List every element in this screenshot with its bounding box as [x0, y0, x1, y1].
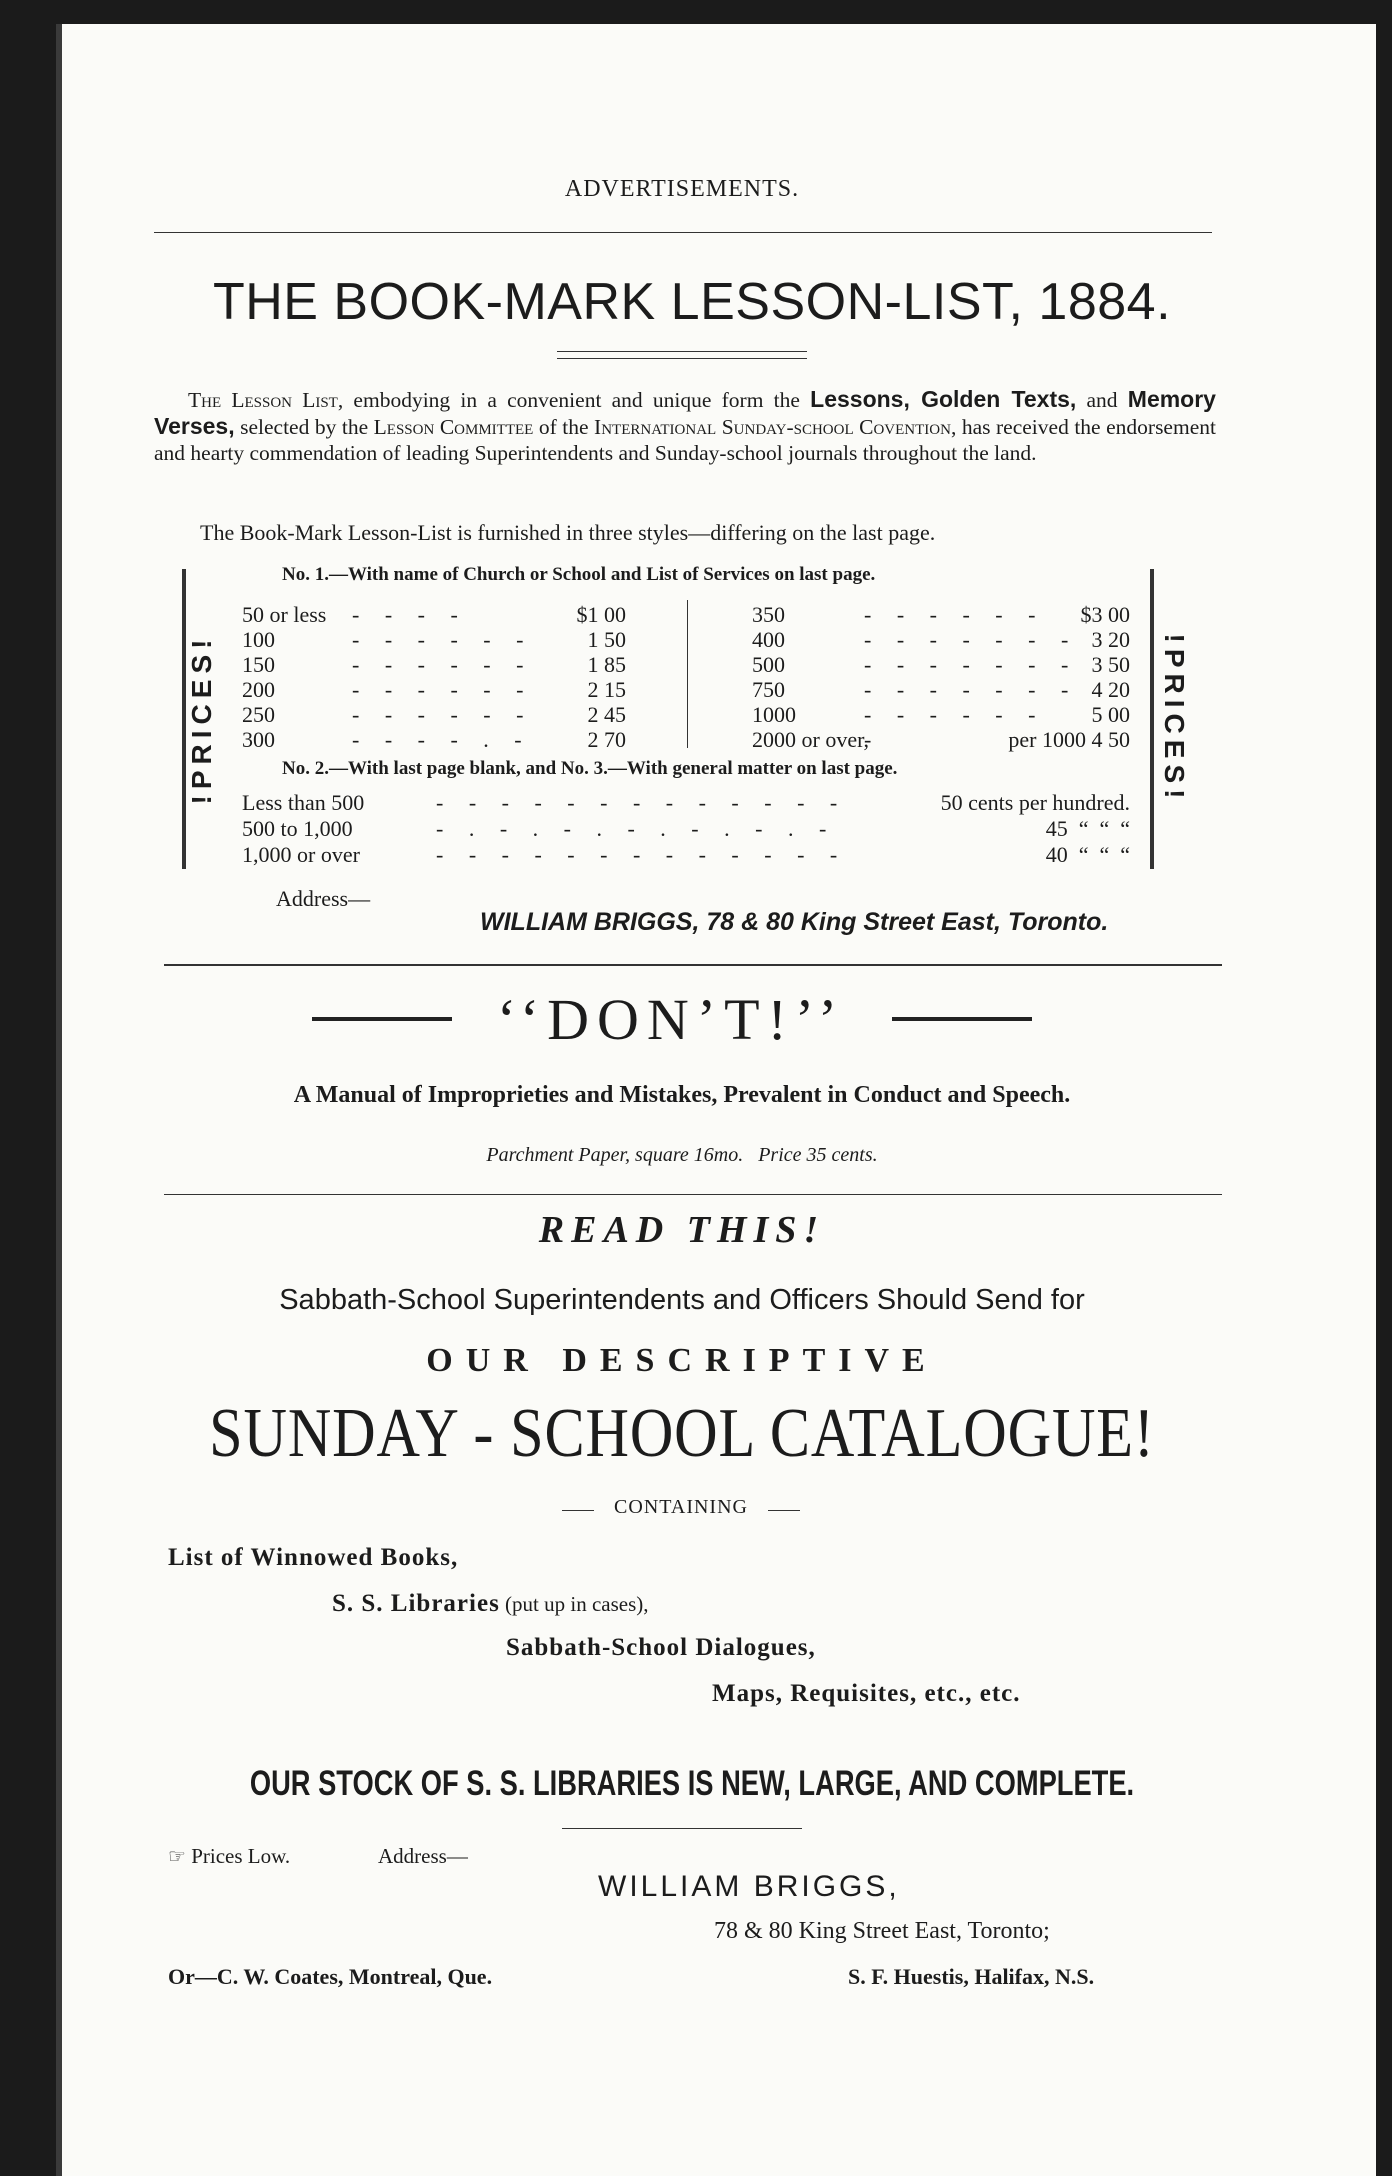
no2-row-leader: - - - - - - - - - - - - -: [436, 842, 848, 867]
title-double-rule-1: [557, 351, 807, 352]
catalogue-item: Sabbath-School Dialogues,: [506, 1634, 816, 1661]
no1-heading: No. 1.—With name of Church or School and List of Services on last page.: [282, 564, 876, 585]
no1-right-row-price: 3 20: [1091, 627, 1130, 652]
bookmark-address-label: Address—: [276, 886, 371, 911]
containing-label: CONTAINING: [614, 1496, 748, 1518]
containing-left-dash: [562, 1510, 594, 1511]
no1-left-row-price: $1 00: [576, 602, 626, 627]
no1-left-row-leader: - - - - - -: [352, 627, 534, 652]
no1-right-row-leader: - - - - - - -: [864, 652, 1079, 677]
section-rule-2: [164, 1194, 1222, 1195]
title-double-rule-2: [557, 358, 807, 359]
no1-left-row-qty: 50 or less: [242, 602, 327, 627]
header-rule: [154, 232, 1212, 233]
catalogue-line2: OUR DESCRIPTIVE: [426, 1342, 938, 1379]
no1-column-divider: [687, 600, 688, 748]
no2-row-qty: Less than 500: [242, 790, 365, 815]
no1-right-row-leader: - - - - - - -: [864, 677, 1079, 702]
stock-line: OUR STOCK OF S. S. LIBRARIES IS NEW, LARGE, AND COMPLETE.: [249, 1764, 1135, 1803]
catalogue-line3: SUNDAY - SCHOOL CATALOGUE!: [209, 1395, 1155, 1472]
no2-row-qty: 500 to 1,000: [242, 816, 353, 841]
no1-left-row-price: 2 45: [587, 702, 626, 727]
no1-right-row-qty: 400: [752, 627, 785, 652]
no1-left-row-qty: 100: [242, 627, 275, 652]
no1-left-row-leader: - - - - - -: [352, 652, 534, 677]
no1-left-row-qty: 300: [242, 727, 275, 752]
section-rule-1: [164, 964, 1222, 966]
no1-left-row-qty: 200: [242, 677, 275, 702]
catalogue-item: S. S. Libraries (put up in cases),: [332, 1590, 649, 1617]
no1-right-row-price: $3 00: [1080, 602, 1130, 627]
dont-subtitle: A Manual of Improprieties and Mistakes, Prevalent in Conduct and Speech.: [293, 1082, 1071, 1108]
no2-row-price: 50 cents per hundred.: [940, 790, 1130, 815]
catalogue-item: List of Winnowed Books,: [168, 1544, 459, 1571]
no1-right-row-price: 3 50: [1091, 652, 1130, 677]
catalogue-item: Maps, Requisites, etc., etc.: [712, 1680, 1021, 1707]
no1-right-row-price: 4 20: [1091, 677, 1130, 702]
catalogue-briggs-address: 78 & 80 King Street East, Toronto;: [714, 1918, 1050, 1944]
no1-right-row-price: per 1000 4 50: [1008, 727, 1130, 752]
bookmark-styles-line: The Book-Mark Lesson-List is furnished in three styles—differing on the last page.: [200, 520, 936, 545]
catalogue-address-label: Address—: [378, 1844, 468, 1868]
no2-row-qty: 1,000 or over: [242, 842, 360, 867]
bookmark-address: WILLIAM BRIGGS, 78 & 80 King Street East, Toronto.: [480, 908, 1109, 936]
no1-left-row-leader: - - - -: [352, 602, 468, 627]
no1-left-row-price: 1 85: [587, 652, 626, 677]
no1-right-row-price: 5 00: [1091, 702, 1130, 727]
no1-right-row-qty: 350: [752, 602, 785, 627]
read-this: READ THIS!: [538, 1209, 826, 1251]
catalogue-line1: Sabbath-School Superintendents and Officers Should Send for: [279, 1284, 1085, 1316]
huestis-address: S. F. Huestis, Halifax, N.S.: [848, 1964, 1095, 1989]
no1-right-row-qty: 1000: [752, 702, 796, 727]
page-header: ADVERTISEMENTS.: [564, 176, 800, 202]
no1-left-row-price: 1 50: [587, 627, 626, 652]
no1-left-row-qty: 150: [242, 652, 275, 677]
no1-right-row-qty: 500: [752, 652, 785, 677]
prices-vertical-right: !PRICES!: [1159, 633, 1190, 805]
bookmark-intro: The Lesson List, embodying in a convenient and unique form the Lessons, Golden Texts, and Memory Verses, selected by the Lesson Committee of the International Sunday-school Covention, has received the endorsement and hearty commendation of leading Superintendents and Sunday-school journals throughout the land.: [154, 386, 1216, 465]
dont-title: ‘‘DON’T!’’: [496, 987, 846, 1052]
no1-left-row-qty: 250: [242, 702, 275, 727]
no2-row-leader: - . - . - . - . - . - . -: [436, 816, 837, 841]
coates-address: Or—C. W. Coates, Montreal, Que.: [168, 1964, 493, 1989]
no1-right-row-leader: - - - - - -: [864, 602, 1046, 627]
bookmark-title: THE BOOK-MARK LESSON-LIST, 1884.: [212, 273, 1172, 331]
dont-left-dash: [312, 1017, 452, 1021]
no1-left-row-leader: - - - - - -: [352, 677, 534, 702]
prices-right-bar: [1150, 569, 1154, 869]
no1-right-row-leader: - - - - - - -: [864, 627, 1079, 652]
containing-right-dash: [768, 1510, 800, 1511]
prices-vertical-left: !PRICES!: [186, 633, 217, 805]
no2-row-leader: - - - - - - - - - - - - -: [436, 790, 848, 815]
no1-right-row-qty: 2000 or over,: [752, 727, 870, 752]
no2-heading: No. 2.—With last page blank, and No. 3.—With general matter on last page.: [282, 758, 898, 779]
no1-left-row-price: 2 15: [587, 677, 626, 702]
catalogue-briggs-name: WILLIAM BRIGGS,: [598, 1870, 900, 1903]
no2-row-price: 40 “ “ “: [1045, 842, 1130, 867]
no1-left-row-price: 2 70: [587, 727, 626, 752]
no1-right-row-qty: 750: [752, 677, 785, 702]
page: [56, 24, 1376, 2176]
no1-right-row-leader: - - - - - -: [864, 702, 1046, 727]
no2-row-price: 45 “ “ “: [1045, 816, 1130, 841]
no1-right-row-leader: -: [864, 727, 882, 752]
pointing-hand-icon: ☞: [168, 1846, 186, 1868]
no1-left-row-leader: - - - - . -: [352, 727, 532, 752]
no1-left-row-leader: - - - - - -: [352, 702, 534, 727]
prices-low: ☞ Prices Low.: [168, 1844, 291, 1868]
dont-right-dash: [892, 1017, 1032, 1021]
dont-details: Parchment Paper, square 16mo. Price 35 cents.: [486, 1144, 878, 1166]
stock-rule: [562, 1828, 802, 1829]
